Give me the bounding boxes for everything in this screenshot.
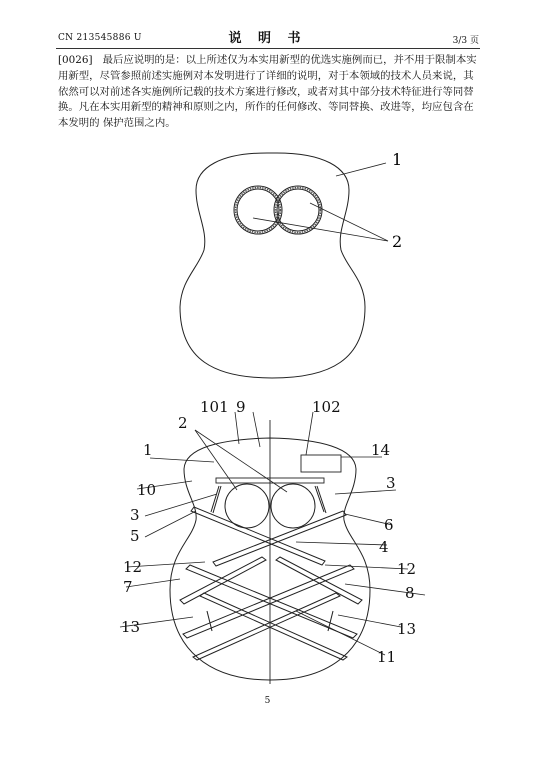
section-title: 说 明 书 [228, 31, 307, 46]
label-10: 10 [137, 481, 157, 499]
paragraph-text: 最后应说明的是：以上所述仅为本实用新型的优选实施例而已，并不用于限制本实用新型，尽管参照前述实施例对本发明进行了详细的说明，对于本领域的技术人员来说，其依然可以对前述各实施例所记载的技术方案进行修改，或者对其中部分技术特征进行等同替换。凡在本实用新型的精神和原则之内，所作的任何修改、等同替换、改进等，均应包含在本发明的 保护范围之内。 [58, 54, 477, 130]
label-12-right: 12 [397, 560, 417, 578]
label-3-left: 3 [130, 506, 140, 524]
label-1-bottom: 1 [143, 441, 153, 459]
label-14: 14 [371, 441, 391, 459]
label-9: 9 [236, 398, 246, 416]
label-4: 4 [379, 538, 389, 556]
label-8: 8 [405, 584, 415, 602]
label-1-top: 1 [392, 150, 403, 169]
label-101: 101 [200, 398, 229, 416]
label-7: 7 [123, 578, 133, 596]
label-2-top: 2 [392, 232, 403, 251]
label-13-left: 13 [121, 618, 141, 636]
page-marker: 3/3 页 [452, 36, 479, 46]
label-13-right: 13 [397, 620, 417, 638]
electronics-box [301, 455, 341, 472]
label-2-bottom: 2 [178, 414, 188, 432]
sound-hole-right-2 [271, 484, 315, 528]
bracing [180, 486, 362, 660]
label-11: 11 [377, 648, 397, 666]
sound-hole-left-2 [225, 484, 269, 528]
label-5: 5 [130, 527, 140, 545]
patent-number: CN 213545886 U [58, 33, 142, 43]
page-number: 5 [264, 696, 271, 706]
label-12-left: 12 [123, 558, 143, 576]
label-102: 102 [312, 398, 341, 416]
paragraph-id: [0026] [58, 54, 93, 66]
label-6: 6 [384, 516, 394, 534]
label-3-right: 3 [386, 474, 396, 492]
